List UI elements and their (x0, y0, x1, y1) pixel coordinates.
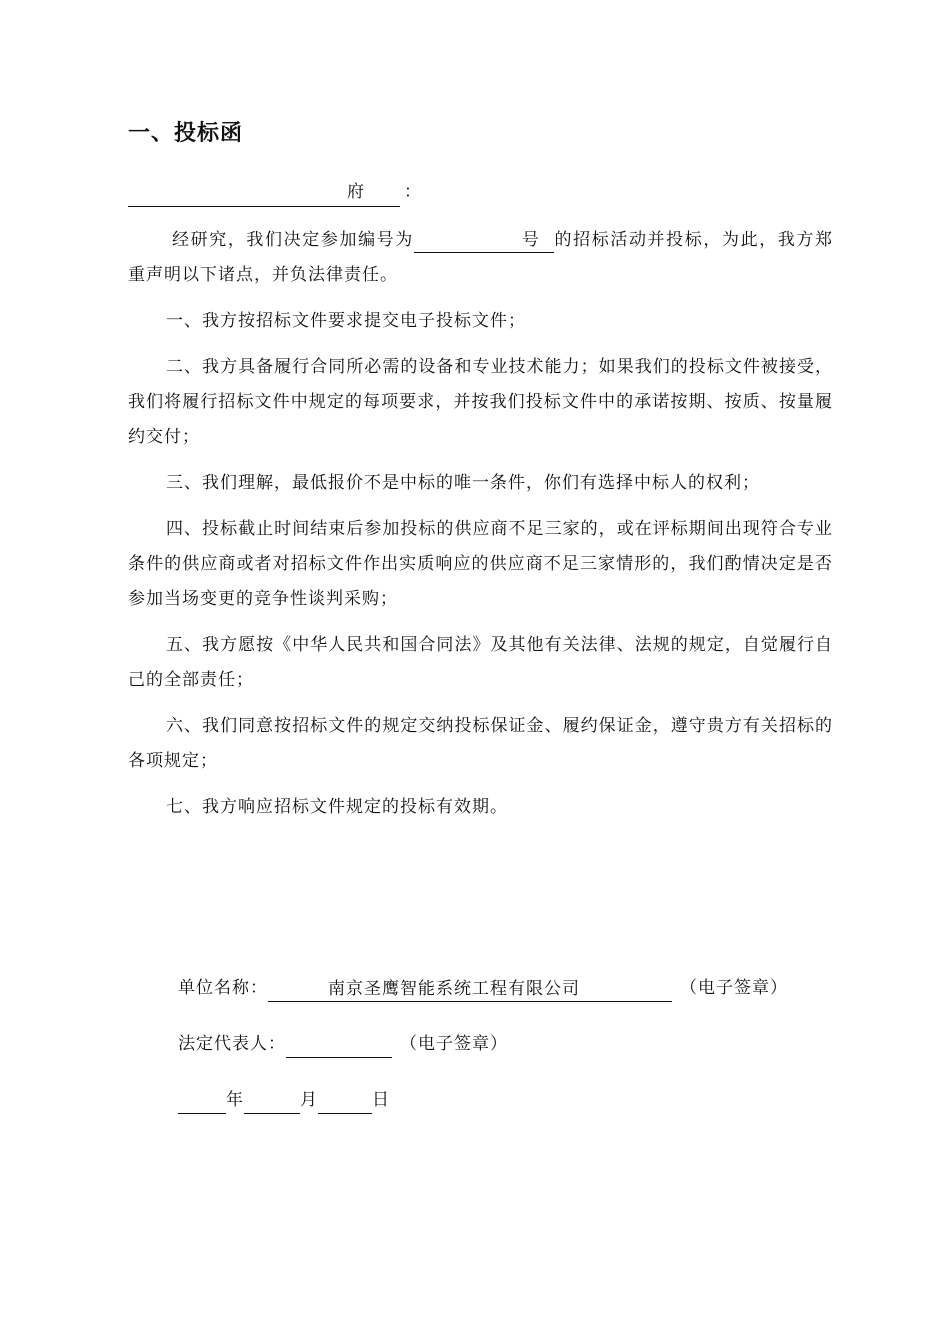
page-title: 一、投标函 (128, 121, 244, 146)
month-field[interactable] (244, 1091, 300, 1114)
declaration-item-6: 六、我们同意按招标文件的规定交纳投标保证金、履约保证金，遵守贵方有关招标的各项规定； (128, 716, 833, 771)
letter-body (128, 223, 833, 836)
company-e-seal-note: （电子签章） (680, 978, 788, 998)
addressee-colon: ： (404, 182, 421, 202)
declaration-item-5: 五、我方愿按《中华人民共和国合同法》及其他有关法律、法规的规定，自觉履行自己的全部责任； (128, 635, 833, 690)
declaration-item-3: 三、我们理解，最低报价不是中标的唯一条件，你们有选择中标人的权利； (166, 473, 760, 493)
addressee-suffix: 府 (347, 182, 364, 202)
company-label: 单位名称： (178, 978, 268, 998)
legal-rep-signature-row (178, 1030, 508, 1058)
intro-paragraph (128, 223, 833, 293)
intro-text-after: 的招标活动并投标，为此，我方郑重声明以下诸点，并负法律责任。 (128, 230, 834, 285)
declaration-item-4: 四、投标截止时间结束后参加投标的供应商不足三家的，或在评标期间出现符合专业条件的供应商或者对招标文件作出实质响应的供应商不足三家情形的，我们酌情决定是否参加当场变更的竞争性谈判采购； (128, 519, 833, 609)
addressee-line (128, 178, 421, 207)
tender-number-blank[interactable] (414, 228, 554, 253)
declaration-item-7: 七、我方响应招标文件规定的投标有效期。 (166, 797, 508, 817)
declaration-item-2: 二、我方具备履行合同所必需的设备和专业技术能力；如果我们的投标文件被接受，我们将履行招标文件中规定的每项要求，并按我们投标文件中的承诺按期、按质、按量履约交付； (128, 357, 833, 447)
company-name-value: 南京圣鹰智能系统工程有限公司 (328, 979, 580, 999)
addressee-blank[interactable] (128, 178, 400, 207)
day-label: 日 (372, 1090, 390, 1110)
tender-number-suffix: 号 (521, 230, 540, 250)
date-row (178, 1086, 390, 1114)
legal-rep-label: 法定代表人： (178, 1034, 286, 1054)
legal-rep-e-seal-note: （电子签章） (400, 1034, 508, 1054)
company-signature-row (178, 974, 788, 1002)
legal-rep-field[interactable] (286, 1035, 392, 1058)
year-field[interactable] (178, 1091, 226, 1114)
declaration-item-1: 一、我方按招标文件要求提交电子投标文件； (166, 311, 526, 331)
intro-text-before: 经研究，我们决定参加编号为 (172, 230, 414, 250)
year-label: 年 (226, 1090, 244, 1110)
company-name-field[interactable] (268, 977, 672, 1002)
month-label: 月 (300, 1090, 318, 1110)
day-field[interactable] (318, 1091, 372, 1114)
